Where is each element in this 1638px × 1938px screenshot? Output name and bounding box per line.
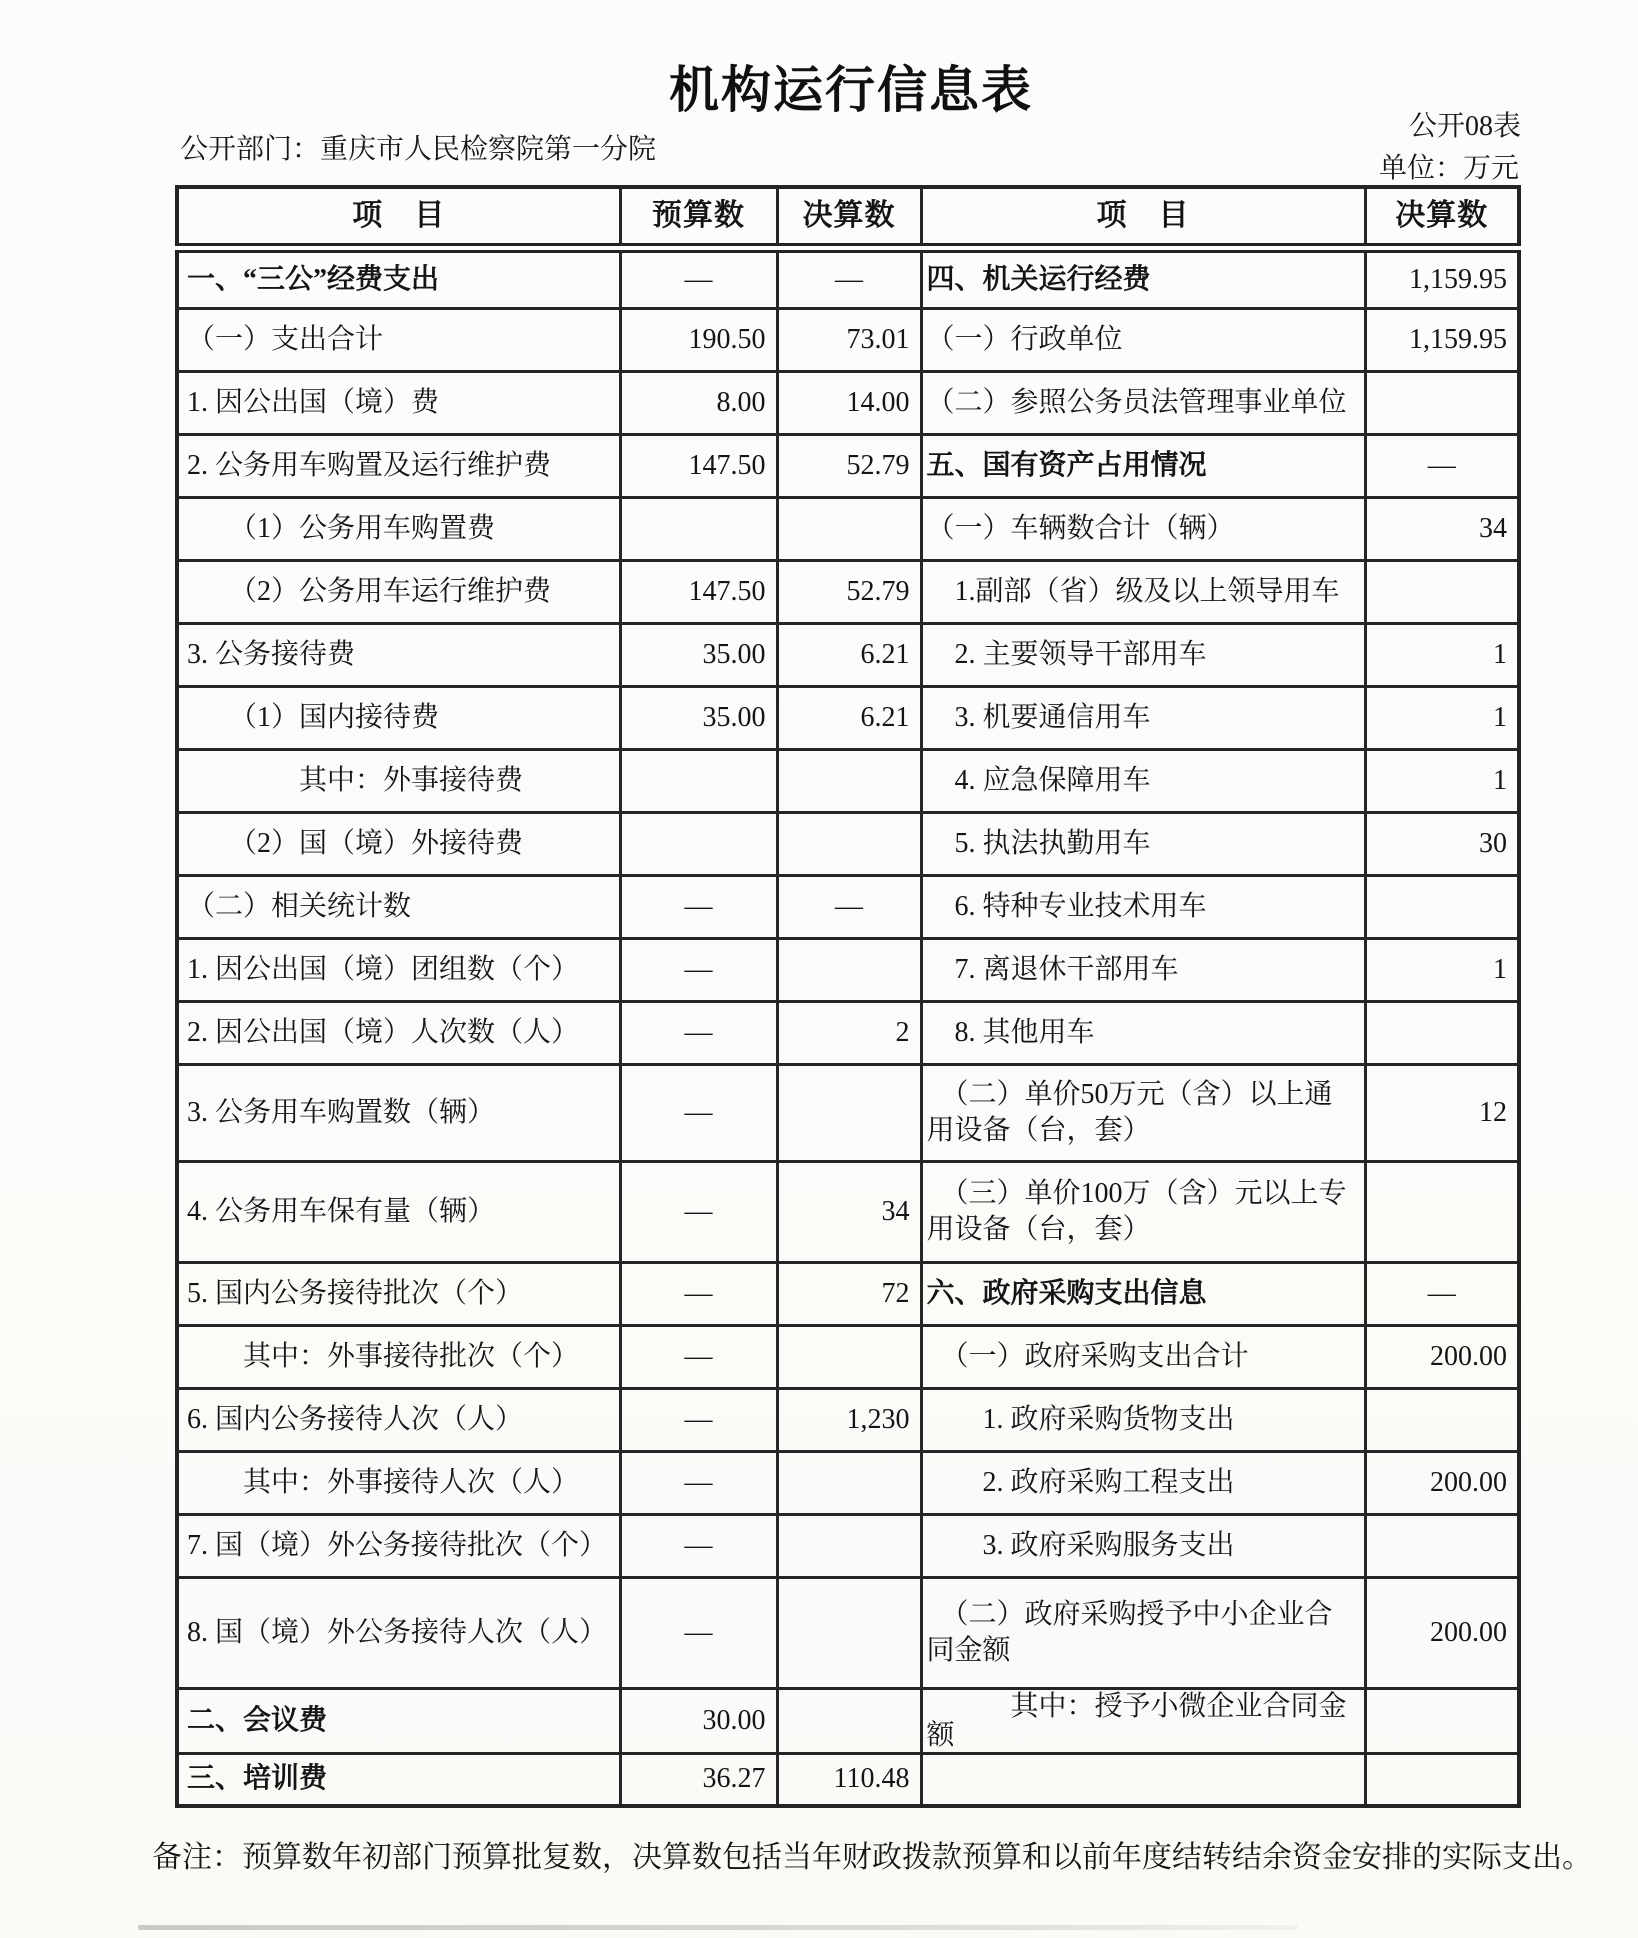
cell-final-right: 1 [1365,749,1519,812]
cell-final-right: 1 [1365,623,1519,686]
cell-item-left: 二、会议费 [177,1688,620,1753]
cell-item-right: 五、国有资产占用情况 [921,434,1365,497]
cell-item-left: （2）公务用车运行维护费 [177,560,620,623]
cell-final-right [1365,1161,1519,1262]
cell-item-left: 2. 因公出国（境）人次数（人） [177,1001,620,1064]
footer-note: 备注：预算数年初部门预算批复数，决算数包括当年财政拨款预算和以前年度结转结余资金安排的实际支出。 [152,1841,1592,1874]
table-row [177,938,1519,1001]
cell-final [777,938,921,1001]
cell-final-right: 1 [1365,686,1519,749]
cell-item-left: 2. 公务用车购置及运行维护费 [177,434,620,497]
cell-final-right: — [1365,1262,1519,1325]
cell-final: 2 [777,1001,921,1064]
table-row [177,1688,1519,1753]
cell-final-right: 200.00 [1365,1325,1519,1388]
table-row [177,1161,1519,1262]
cell-final [777,1514,921,1577]
cell-final [777,812,921,875]
table-row [177,1001,1519,1064]
cell-item-left: 1. 因公出国（境）费 [177,371,620,434]
table-header-item-left: 项 目 [177,187,620,248]
cell-item-left: 其中：外事接待费 [177,749,620,812]
table-row [177,1577,1519,1688]
cell-final: 14.00 [777,371,921,434]
cell-item-right: 3. 政府采购服务支出 [921,1514,1365,1577]
cell-budget: 36.27 [620,1753,777,1806]
table-row [177,1325,1519,1388]
cell-budget: — [620,1262,777,1325]
cell-budget: — [620,875,777,938]
cell-final [777,1325,921,1388]
table-row [177,434,1519,497]
form-code-label: 公开08表 [1408,111,1521,142]
cell-budget: 35.00 [620,686,777,749]
cell-final-right: 1,159.95 [1365,248,1519,308]
cell-item-right: 4. 应急保障用车 [921,749,1365,812]
cell-final [777,1064,921,1161]
cell-item-right: 7. 离退休干部用车 [921,938,1365,1001]
cell-budget: 147.50 [620,434,777,497]
cell-final-right: 12 [1365,1064,1519,1161]
cell-item-left: （1）国内接待费 [177,686,620,749]
cell-item-right: 2. 主要领导干部用车 [921,623,1365,686]
cell-budget: 8.00 [620,371,777,434]
cell-budget: 190.50 [620,308,777,371]
cell-final-right: 30 [1365,812,1519,875]
table-row [177,497,1519,560]
cell-final: 110.48 [777,1753,921,1806]
table-row [177,1514,1519,1577]
cell-item-left: 一、“三公”经费支出 [177,248,620,308]
cell-final: 73.01 [777,308,921,371]
cell-item-left: 4. 公务用车保有量（辆） [177,1161,620,1262]
cell-budget: 147.50 [620,560,777,623]
cell-budget: — [620,1325,777,1388]
cell-final-right [1365,875,1519,938]
cell-budget: — [620,1064,777,1161]
cell-budget [620,812,777,875]
cell-item-right: 5. 执法执勤用车 [921,812,1365,875]
table-header-final-right: 决算数 [1365,187,1519,248]
cell-final-right: 1,159.95 [1365,308,1519,371]
table-row [177,1388,1519,1451]
cell-item-right: （一）车辆数合计（辆） [921,497,1365,560]
cell-final [777,1577,921,1688]
cell-final-right [1365,1514,1519,1577]
table-row [177,1064,1519,1161]
cell-final-right: 200.00 [1365,1577,1519,1688]
cell-item-right: 其中：授予小微企业合同金额 [921,1688,1365,1753]
cell-budget: — [620,1451,777,1514]
cell-item-right: 3. 机要通信用车 [921,686,1365,749]
cell-final-right [1365,1388,1519,1451]
table-row [177,749,1519,812]
cell-budget: — [620,1577,777,1688]
cell-item-right: 6. 特种专业技术用车 [921,875,1365,938]
table-header-row [177,187,1519,248]
cell-item-left: 3. 公务用车购置数（辆） [177,1064,620,1161]
cell-final-right [1365,1753,1519,1806]
cell-item-left: 8. 国（境）外公务接待人次（人） [177,1577,620,1688]
page-title: 机构运行信息表 [669,62,1033,118]
table-row [177,1262,1519,1325]
info-table [175,185,1521,1808]
scan-artifact-line [138,1925,1298,1930]
cell-item-right: （三）单价100万（含）元以上专用设备（台，套） [921,1161,1365,1262]
cell-final: 72 [777,1262,921,1325]
cell-item-right: 1.副部（省）级及以上领导用车 [921,560,1365,623]
cell-final-right: 200.00 [1365,1451,1519,1514]
cell-budget: — [620,1161,777,1262]
cell-budget: — [620,1388,777,1451]
table-row [177,560,1519,623]
cell-final: 34 [777,1161,921,1262]
cell-final-right: 34 [1365,497,1519,560]
cell-final: — [777,875,921,938]
table-row [177,1451,1519,1514]
cell-final: 1,230 [777,1388,921,1451]
cell-item-right: 六、政府采购支出信息 [921,1262,1365,1325]
cell-item-right [921,1753,1365,1806]
department-label: 公开部门：重庆市人民检察院第一分院 [180,134,657,165]
cell-final-right [1365,560,1519,623]
cell-final [777,1451,921,1514]
table-header-final: 决算数 [777,187,921,248]
cell-final-right [1365,1688,1519,1753]
unit-label: 单位：万元 [1378,153,1519,184]
cell-item-left: （1）公务用车购置费 [177,497,620,560]
cell-final-right [1365,1001,1519,1064]
cell-item-left: （一）支出合计 [177,308,620,371]
cell-item-right: 四、机关运行经费 [921,248,1365,308]
cell-item-left: 1. 因公出国（境）团组数（个） [177,938,620,1001]
cell-item-right: （一）政府采购支出合计 [921,1325,1365,1388]
cell-budget [620,749,777,812]
cell-item-left: 5. 国内公务接待批次（个） [177,1262,620,1325]
cell-item-right: （二）单价50万元（含）以上通用设备（台，套） [921,1064,1365,1161]
cell-final: 6.21 [777,623,921,686]
cell-item-right: 2. 政府采购工程支出 [921,1451,1365,1514]
table-row [177,308,1519,371]
cell-item-left: 三、培训费 [177,1753,620,1806]
cell-budget: — [620,938,777,1001]
cell-item-right: （二）政府采购授予中小企业合同金额 [921,1577,1365,1688]
cell-item-left: 3. 公务接待费 [177,623,620,686]
cell-item-right: （二）参照公务员法管理事业单位 [921,371,1365,434]
cell-item-left: 其中：外事接待人次（人） [177,1451,620,1514]
table-row [177,1753,1519,1806]
table-body [177,248,1519,1806]
cell-final: 6.21 [777,686,921,749]
cell-item-left: 其中：外事接待批次（个） [177,1325,620,1388]
cell-item-right: 1. 政府采购货物支出 [921,1388,1365,1451]
cell-final: 52.79 [777,434,921,497]
cell-budget: — [620,1514,777,1577]
table-header-item-right: 项 目 [921,187,1365,248]
cell-final-right: 1 [1365,938,1519,1001]
cell-final-right [1365,371,1519,434]
table-row [177,875,1519,938]
table-row [177,623,1519,686]
table-row [177,248,1519,308]
cell-final [777,1688,921,1753]
cell-final: — [777,248,921,308]
cell-item-left: 7. 国（境）外公务接待批次（个） [177,1514,620,1577]
cell-budget: 30.00 [620,1688,777,1753]
table-row [177,812,1519,875]
cell-final [777,749,921,812]
table-header-budget: 预算数 [620,187,777,248]
cell-budget [620,497,777,560]
cell-budget: — [620,1001,777,1064]
cell-budget: — [620,248,777,308]
cell-final: 52.79 [777,560,921,623]
cell-final-right: — [1365,434,1519,497]
cell-item-right: （一）行政单位 [921,308,1365,371]
cell-final [777,497,921,560]
table-row [177,371,1519,434]
cell-item-left: （2）国（境）外接待费 [177,812,620,875]
cell-item-left: （二）相关统计数 [177,875,620,938]
cell-budget: 35.00 [620,623,777,686]
cell-item-left: 6. 国内公务接待人次（人） [177,1388,620,1451]
cell-item-right: 8. 其他用车 [921,1001,1365,1064]
table-row [177,686,1519,749]
